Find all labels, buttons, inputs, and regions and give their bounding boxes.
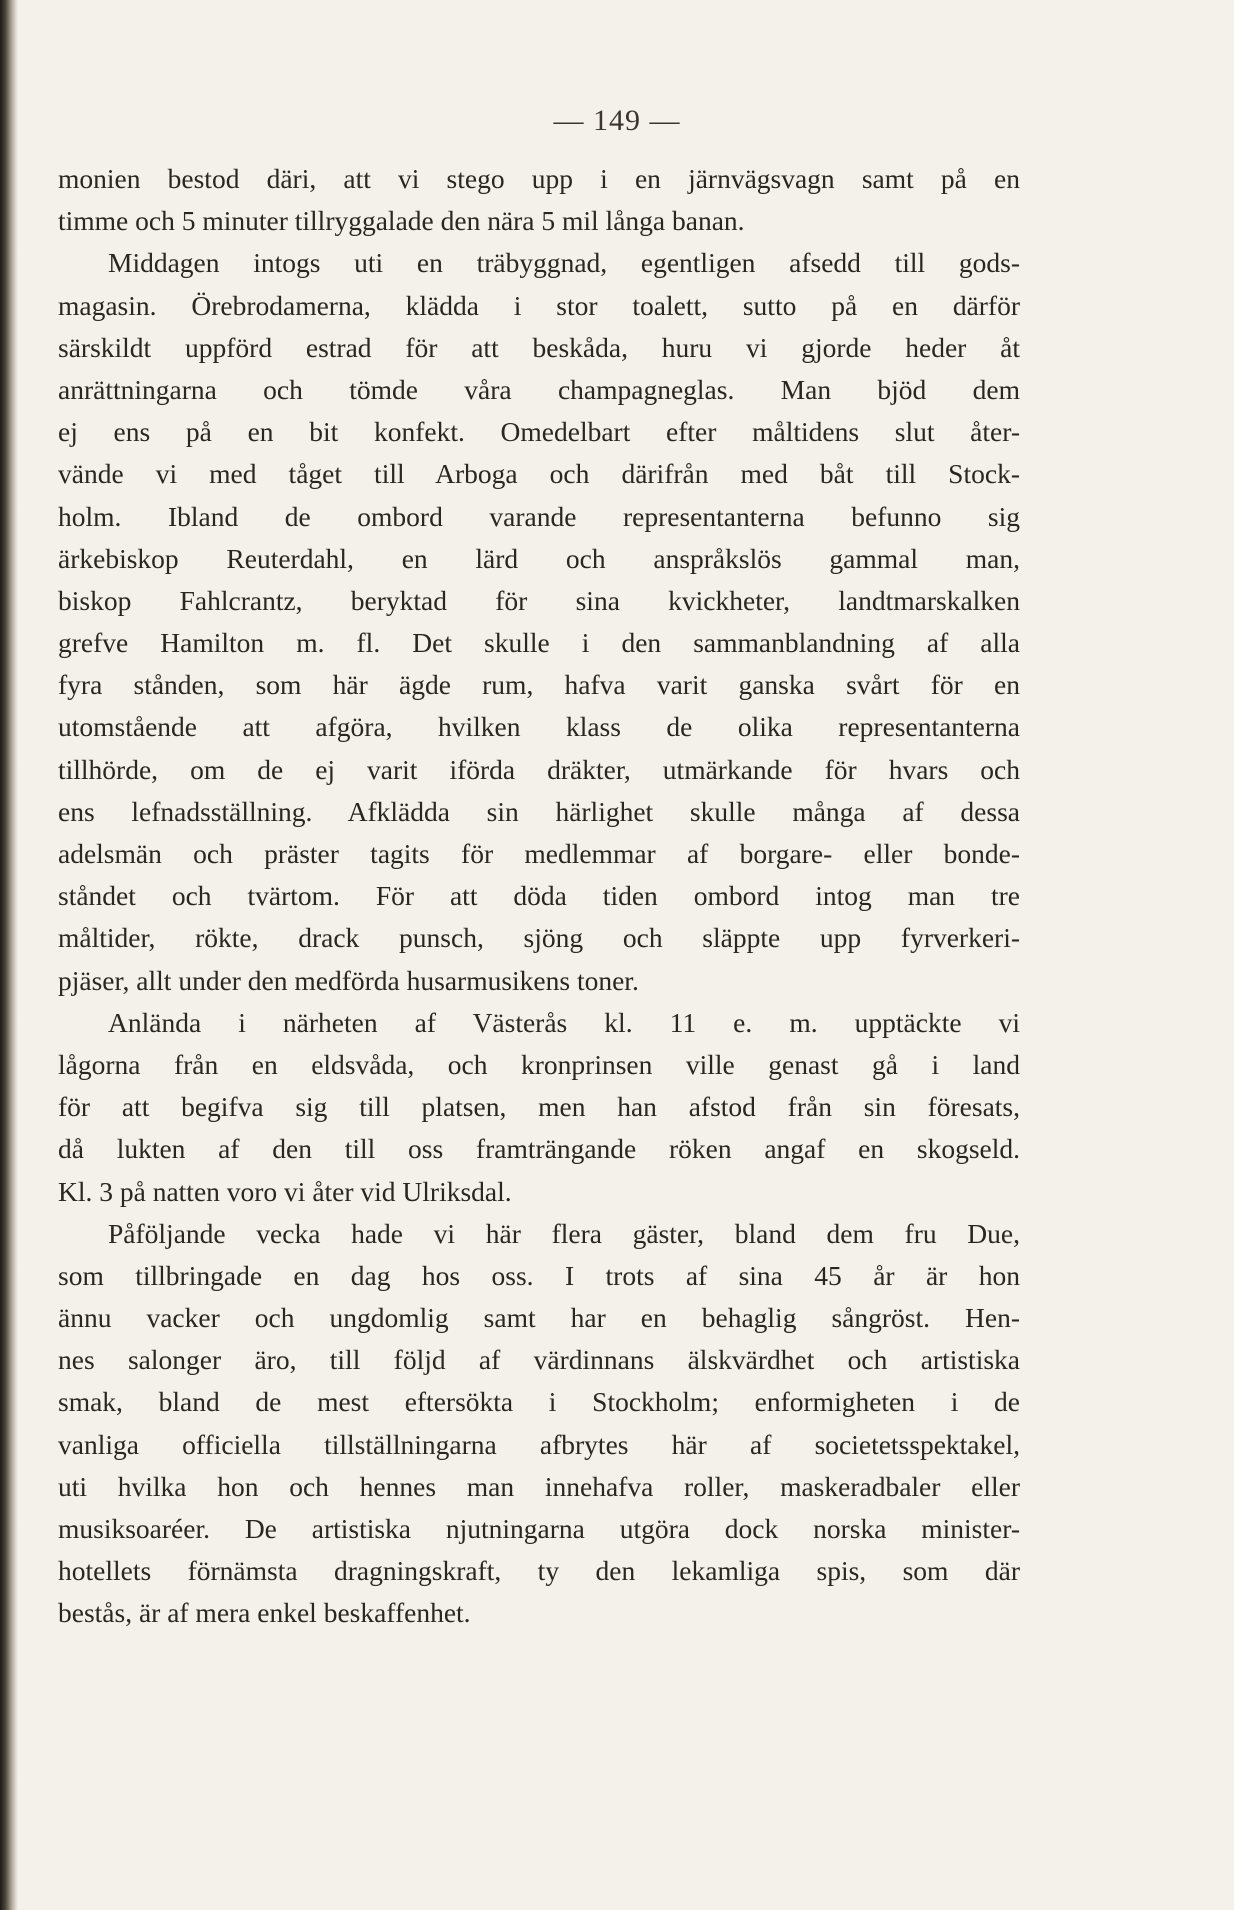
text-line: biskop Fahlcrantz, beryktad för sina kvickheter, landtmarskalken: [58, 584, 1020, 616]
text-line: Kl. 3 på natten voro vi åter vid Ulriksdal.: [58, 1175, 512, 1207]
text-line: ärkebiskop Reuterdahl, en lärd och anspråkslös gammal man,: [58, 542, 1020, 574]
text-line: tillhörde, om de ej varit iförda dräkter, utmärkande för hvars och: [58, 753, 1020, 785]
text-line: monien bestod däri, att vi stego upp i en järnvägsvagn samt på en: [58, 163, 1020, 194]
text-line: fyra stånden, som här ägde rum, hafva varit ganska svårt för en: [58, 669, 1020, 701]
text-line: som tillbringade en dag hos oss. I trots af sina 45 år är hon: [58, 1259, 1020, 1291]
text-line: uti hvilka hon och hennes man innehafva roller, maskeradbaler eller: [58, 1470, 1020, 1502]
page-number: — 149 —: [553, 104, 681, 137]
text-line: holm. Ibland de ombord varande representanterna befunno sig: [58, 500, 1020, 532]
text-line: ens lefnadsställning. Afklädda sin härlighet skulle många af dessa: [58, 795, 1020, 827]
text-line: pjäser, allt under den medförda husarmusikens toner.: [58, 964, 639, 996]
body-text: [58, 158, 1020, 1635]
text-line: ståndet och tvärtom. För att döda tiden ombord intog man tre: [58, 880, 1020, 912]
text-line: timme och 5 minuter tillryggalade den nära 5 mil långa banan.: [58, 205, 745, 237]
text-line: Middagen intogs uti en träbyggnad, egentligen afsedd till gods-: [108, 247, 1020, 279]
text-line: Anlända i närheten af Västerås kl. 11 e. m. upptäckte vi: [108, 1006, 1020, 1038]
text-line: ej ens på en bit konfekt. Omedelbart efter måltidens slut åter-: [58, 416, 1020, 448]
text-line: Påföljande vecka hade vi här flera gäster, bland dem fru Due,: [108, 1217, 1020, 1249]
text-line: måltider, rökte, drack punsch, sjöng och släppte upp fyrverkeri-: [58, 922, 1020, 954]
text-line: hotellets förnämsta dragningskraft, ty den lekamliga spis, som där: [58, 1555, 1020, 1587]
text-line: smak, bland de mest eftersökta i Stockholm; enformigheten i de: [58, 1386, 1020, 1418]
text-line: då lukten af den till oss framträngande röken angaf en skogseld.: [58, 1133, 1020, 1165]
text-line: vände vi med tåget till Arboga och därifrån med båt till Stock-: [58, 458, 1020, 490]
text-line: bestås, är af mera enkel beskaffenhet.: [58, 1597, 471, 1629]
text-line: särskildt uppförd estrad för att beskåda, huru vi gjorde heder åt: [58, 331, 1020, 363]
text-line: vanliga officiella tillställningarna afbrytes här af societetsspektakel,: [58, 1428, 1020, 1460]
text-line: grefve Hamilton m. fl. Det skulle i den sammanblandning af alla: [58, 627, 1020, 659]
text-line: lågorna från en eldsvåda, och kronprinsen ville genast gå i land: [58, 1048, 1020, 1080]
text-line: adelsmän och präster tagits för medlemmar af borgare- eller bonde-: [58, 838, 1020, 869]
text-line: för att begifva sig till platsen, men han afstod från sin föresats,: [58, 1091, 1020, 1123]
text-line: musiksoaréer. De artistiska njutningarna utgöra dock norska minister-: [58, 1513, 1020, 1544]
text-line: utomstående att afgöra, hvilken klass de olika representanterna: [58, 711, 1020, 743]
text-line: anrättningarna och tömde våra champagneglas. Man bjöd dem: [58, 373, 1020, 405]
text-line: magasin. Örebrodamerna, klädda i stor toalett, sutto på en därför: [58, 289, 1020, 321]
text-line: nes salonger äro, till följd af värdinnans älskvärdhet och artistiska: [58, 1344, 1020, 1376]
book-binding-edge: [0, 0, 18, 1910]
text-line: ännu vacker och ungdomlig samt har en behaglig sångröst. Hen-: [58, 1302, 1020, 1334]
